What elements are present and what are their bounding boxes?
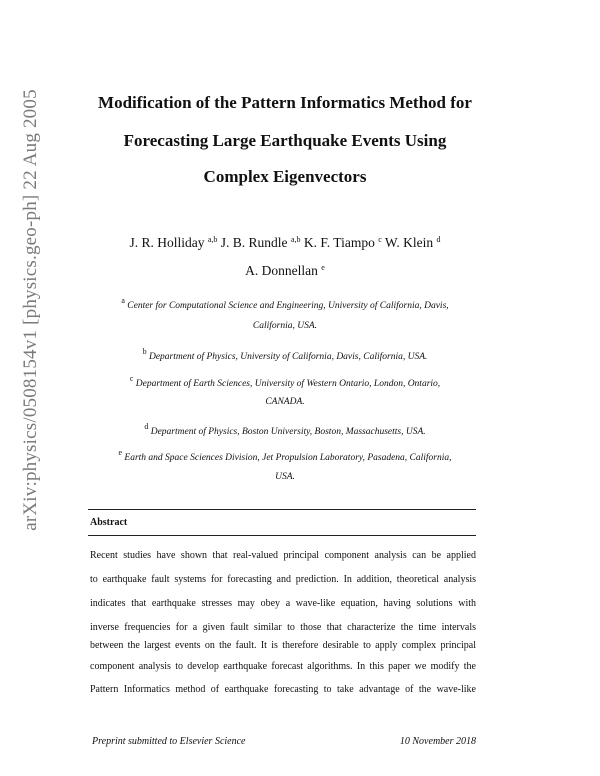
affiliation-c-continued: CANADA.: [265, 397, 305, 407]
affiliation-text: Department of Physics, Boston University, Boston, Massachusetts, USA.: [150, 427, 426, 437]
abstract-line: indicates that earthquake stresses may obey a wave-like equation, having solutions with: [90, 598, 476, 609]
author-affiliation-mark: e: [321, 263, 325, 272]
abstract-heading-rule: [88, 535, 476, 536]
abstract-heading: Abstract: [90, 517, 128, 528]
affiliation-text: Earth and Space Sciences Division, Jet Propulsion Laboratory, Pasadena, California,: [124, 453, 452, 463]
author-affiliation-mark: a,b: [207, 235, 218, 244]
abstract-line: between the largest events on the fault. It is therefore desirable to apply complex principal: [90, 640, 476, 651]
author-name: A. Donnellan: [245, 263, 318, 278]
author-affiliation-mark: a,b: [290, 235, 301, 244]
affiliation-mark: c: [129, 374, 134, 383]
affiliation-mark: a: [121, 296, 125, 305]
author-name: J. B. Rundle: [220, 235, 288, 250]
affiliation-mark: b: [142, 347, 147, 356]
abstract-line: inverse frequencies for a given fault similar to those that characterize the time intervals: [90, 622, 476, 633]
affiliation-e-continued: USA.: [275, 472, 295, 482]
author-affiliation-mark: d: [436, 235, 441, 244]
abstract-line: Pattern Informatics method of earthquake forecasting to take advantage of the wave-like: [90, 684, 476, 695]
author-list-continued: [0, 263, 570, 279]
preprint-note: Preprint submitted to Elsevier Science: [92, 736, 246, 747]
abstract-line: component analysis to develop earthquake forecast algorithms. In this paper we modify the: [90, 661, 476, 672]
affiliation-mark: d: [144, 422, 149, 431]
affiliation-text: Department of Physics, University of California, Davis, California, USA.: [148, 352, 428, 362]
preprint-date: 10 November 2018: [399, 736, 476, 747]
affiliation-e: [0, 448, 570, 463]
arxiv-identifier: arXiv:physics/0508154v1 [physics.geo-ph] 22 Aug 2005: [20, 89, 41, 531]
affiliation-c: [0, 374, 570, 389]
paper-title-line-2: Forecasting Large Earthquake Events Using: [123, 131, 447, 150]
abstract-line: to earthquake fault systems for forecasting and prediction. In addition, theoretical analysis: [90, 574, 476, 585]
affiliation-mark: e: [118, 448, 123, 457]
author-name: J. R. Holliday: [129, 235, 205, 250]
affiliation-a: [0, 296, 570, 311]
affiliation-a-continued: California, USA.: [252, 321, 318, 331]
affiliation-d: [0, 422, 570, 437]
author-affiliation-mark: c: [378, 235, 382, 244]
abstract-line: Recent studies have shown that real-valued principal component analysis can be applied: [90, 550, 476, 561]
paper-title-line-3: Complex Eigenvectors: [203, 167, 367, 186]
author-list: [0, 235, 570, 251]
abstract-top-rule: [88, 509, 476, 510]
affiliation-b: [0, 347, 570, 362]
affiliation-text: Center for Computational Science and Engineering, University of California, Davis,: [127, 301, 449, 311]
author-name: W. Klein: [384, 235, 434, 250]
author-name: K. F. Tiampo: [303, 235, 375, 250]
paper-title-line-1: Modification of the Pattern Informatics Method for: [98, 93, 472, 112]
affiliation-text: Department of Earth Sciences, University of Western Ontario, London, Ontario,: [135, 379, 441, 389]
